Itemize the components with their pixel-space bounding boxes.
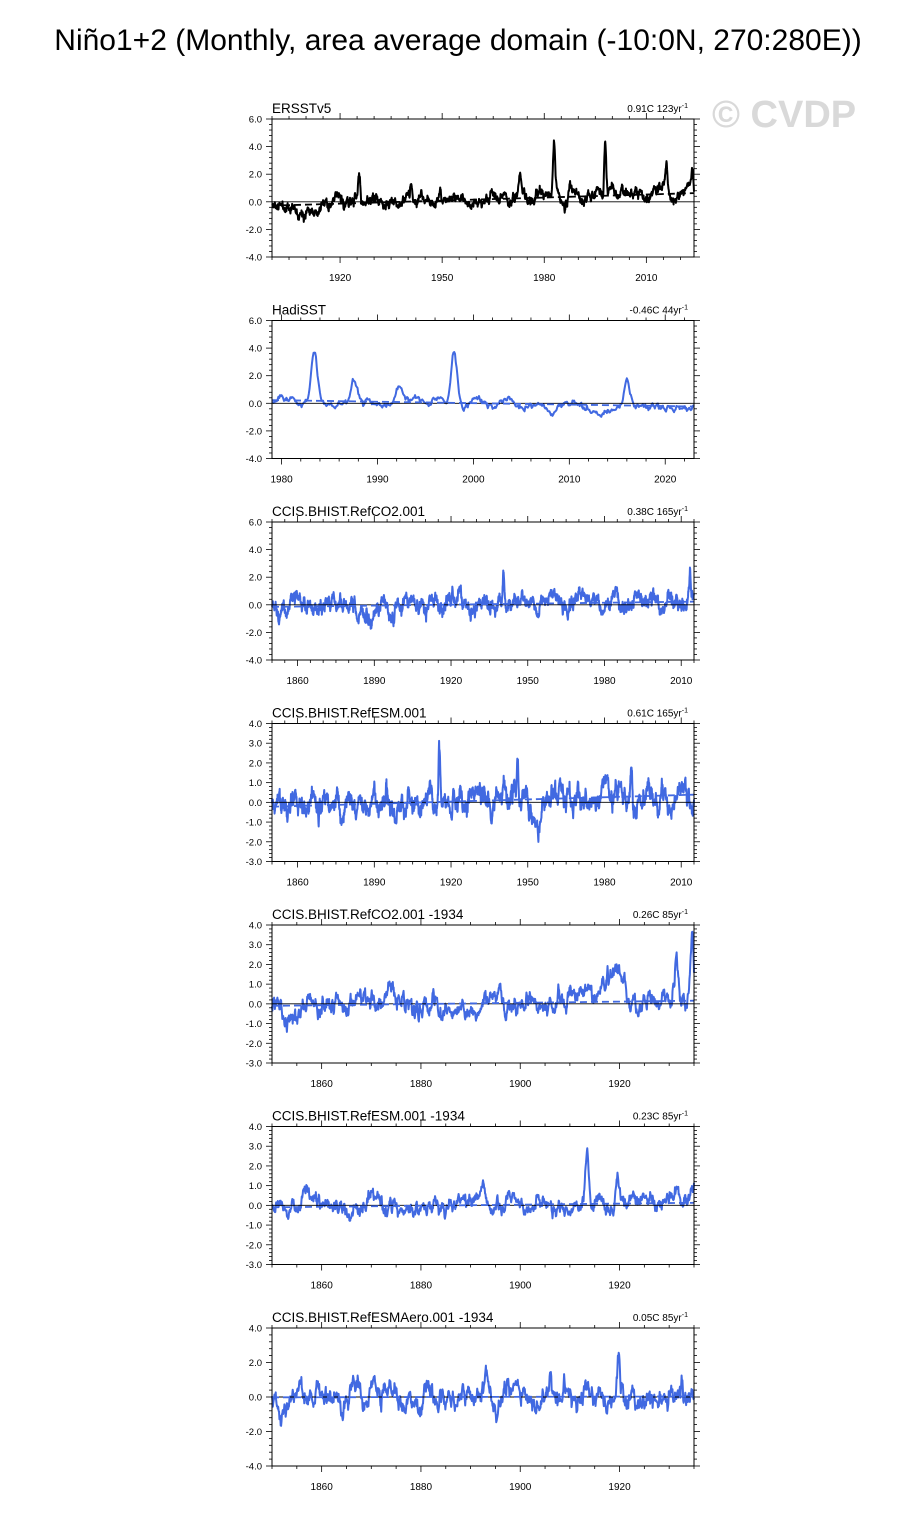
x-tick-label: 2010: [670, 877, 693, 889]
x-tick-label: 1860: [310, 1079, 333, 1090]
y-tick-label: 4.0: [248, 142, 262, 154]
panel-title: CCIS.BHIST.RefESM.001 -1934: [272, 1108, 465, 1124]
y-tick-label: -2.0: [245, 1427, 262, 1438]
y-tick-label: 0.0: [248, 398, 262, 410]
x-tick-label: 1950: [516, 676, 539, 687]
y-tick-label: 0.0: [248, 197, 262, 209]
y-tick-label: 2.0: [248, 959, 262, 971]
x-tick-label: 1890: [363, 676, 386, 687]
x-tick-label: 1860: [286, 676, 309, 687]
trend-label: 0.38C $165yr^{-1}$: [627, 506, 688, 518]
x-tick-label: 1860: [310, 1482, 333, 1493]
x-tick-label: 2000: [462, 474, 485, 486]
y-tick-label: 0.0: [248, 1200, 262, 1212]
x-tick-label: 2010: [558, 474, 581, 486]
y-tick-label: 6.0: [248, 517, 262, 529]
y-tick-label: -3.0: [245, 1058, 262, 1070]
x-tick-label: 1980: [593, 877, 616, 889]
y-tick-label: -1.0: [245, 1220, 262, 1232]
y-tick-label: -4.0: [245, 1461, 262, 1473]
x-tick-label: 1920: [608, 1079, 631, 1090]
x-tick-label: 2010: [670, 676, 693, 687]
y-tick-label: 3.0: [248, 1141, 262, 1153]
panel-title: HadiSST: [272, 302, 327, 318]
y-tick-label: 4.0: [248, 719, 262, 730]
panel-6: [246, 1109, 700, 1292]
y-tick-label: -3.0: [245, 857, 262, 868]
y-tick-label: -2.0: [245, 1038, 262, 1050]
y-tick-label: 2.0: [248, 1161, 262, 1173]
x-tick-label: 1900: [509, 1280, 532, 1292]
y-tick-label: 1.0: [248, 979, 262, 991]
x-tick-label: 1920: [439, 877, 463, 889]
x-tick-label: 1920: [608, 1280, 631, 1292]
watermark: © CVDP: [712, 94, 857, 136]
panel-2: [246, 303, 700, 486]
x-tick-label: 1920: [608, 1482, 631, 1493]
page-title: Niño1+2 (Monthly, area average domain (-10:0N, 270:280E)): [54, 24, 862, 57]
y-tick-label: 4.0: [248, 545, 262, 557]
panel-7: [246, 1310, 700, 1493]
y-tick-label: -4.0: [245, 252, 262, 264]
x-tick-label: 1950: [431, 273, 454, 284]
y-tick-label: 0.0: [248, 600, 262, 612]
trend-label: 0.26C $85yr^{-1}$: [632, 909, 688, 921]
y-tick-label: 4.0: [248, 920, 262, 932]
panel-title: CCIS.BHIST.RefCO2.001: [272, 504, 426, 519]
trend-label: -0.46C $44yr^{-1}$: [629, 304, 688, 317]
panel-4: [246, 706, 700, 889]
y-tick-label: 6.0: [248, 316, 262, 327]
y-tick-label: 2.0: [248, 758, 262, 770]
x-tick-label: 1920: [328, 273, 352, 284]
series-line: [272, 352, 694, 417]
y-tick-label: -3.0: [245, 1260, 262, 1271]
y-tick-label: 0.0: [248, 999, 262, 1011]
x-tick-label: 1880: [409, 1079, 433, 1090]
y-tick-label: 1.0: [248, 1181, 262, 1193]
y-tick-label: 6.0: [248, 114, 262, 126]
panel-5: [246, 907, 700, 1090]
y-tick-label: 3.0: [248, 738, 262, 750]
plot-frame: [272, 522, 694, 660]
y-tick-label: 4.0: [248, 1122, 262, 1133]
x-tick-label: 1950: [516, 877, 539, 889]
x-tick-label: 1920: [439, 676, 463, 687]
series-line: [272, 932, 694, 1032]
y-tick-label: -2.0: [245, 837, 262, 849]
y-tick-label: 4.0: [248, 1323, 262, 1335]
x-tick-label: 2010: [635, 273, 658, 284]
trend-label: 0.61C $165yr^{-1}$: [627, 707, 688, 720]
x-tick-label: 1900: [509, 1079, 532, 1090]
y-tick-label: 2.0: [248, 371, 262, 383]
y-tick-label: -1.0: [245, 817, 262, 829]
y-tick-label: -2.0: [245, 627, 262, 639]
y-tick-label: -1.0: [245, 1019, 262, 1031]
y-tick-label: 1.0: [248, 778, 262, 790]
y-tick-label: 3.0: [248, 940, 262, 952]
x-tick-label: 1980: [593, 676, 616, 687]
x-tick-label: 1880: [409, 1280, 433, 1292]
y-tick-label: -2.0: [245, 1240, 262, 1252]
panel-title: CCIS.BHIST.RefESM.001: [272, 705, 427, 721]
panel-3: [246, 504, 700, 687]
x-tick-label: 1860: [310, 1280, 333, 1292]
x-tick-label: 1980: [533, 273, 556, 284]
y-tick-label: 0.0: [248, 1392, 262, 1404]
plot-frame: [272, 321, 694, 459]
series-line: [272, 140, 694, 221]
series-line: [272, 1353, 694, 1426]
panel-title: CCIS.BHIST.RefCO2.001 -1934: [272, 907, 464, 922]
x-tick-label: 1990: [366, 474, 389, 486]
trend-label: 0.05C $85yr^{-1}$: [632, 1312, 688, 1324]
x-tick-label: 1880: [409, 1482, 433, 1493]
plot-frame: [272, 119, 694, 257]
y-tick-label: -2.0: [245, 224, 262, 236]
x-tick-label: 1900: [509, 1482, 532, 1493]
series-line: [272, 741, 694, 842]
x-tick-label: 2020: [654, 474, 677, 486]
panel-1: [246, 101, 700, 284]
y-tick-label: 2.0: [248, 169, 262, 181]
panel-title: CCIS.BHIST.RefESMAero.001 -1934: [272, 1310, 494, 1325]
y-tick-label: -4.0: [245, 655, 262, 667]
series-line: [272, 568, 694, 629]
panel-title: ERSSTv5: [272, 101, 332, 116]
series-line: [272, 1148, 694, 1221]
trend-label: 0.23C $85yr^{-1}$: [632, 1110, 688, 1123]
y-tick-label: 2.0: [248, 1358, 262, 1369]
x-tick-label: 1980: [270, 474, 293, 486]
x-tick-label: 1890: [363, 877, 386, 889]
y-tick-label: 0.0: [248, 797, 262, 809]
y-tick-label: -2.0: [245, 426, 262, 438]
trend-label: 0.91C $123yr^{-1}$: [627, 103, 688, 115]
y-tick-label: 4.0: [248, 343, 262, 355]
y-tick-label: -4.0: [245, 454, 262, 465]
y-tick-label: 2.0: [248, 572, 262, 584]
x-tick-label: 1860: [286, 877, 309, 889]
